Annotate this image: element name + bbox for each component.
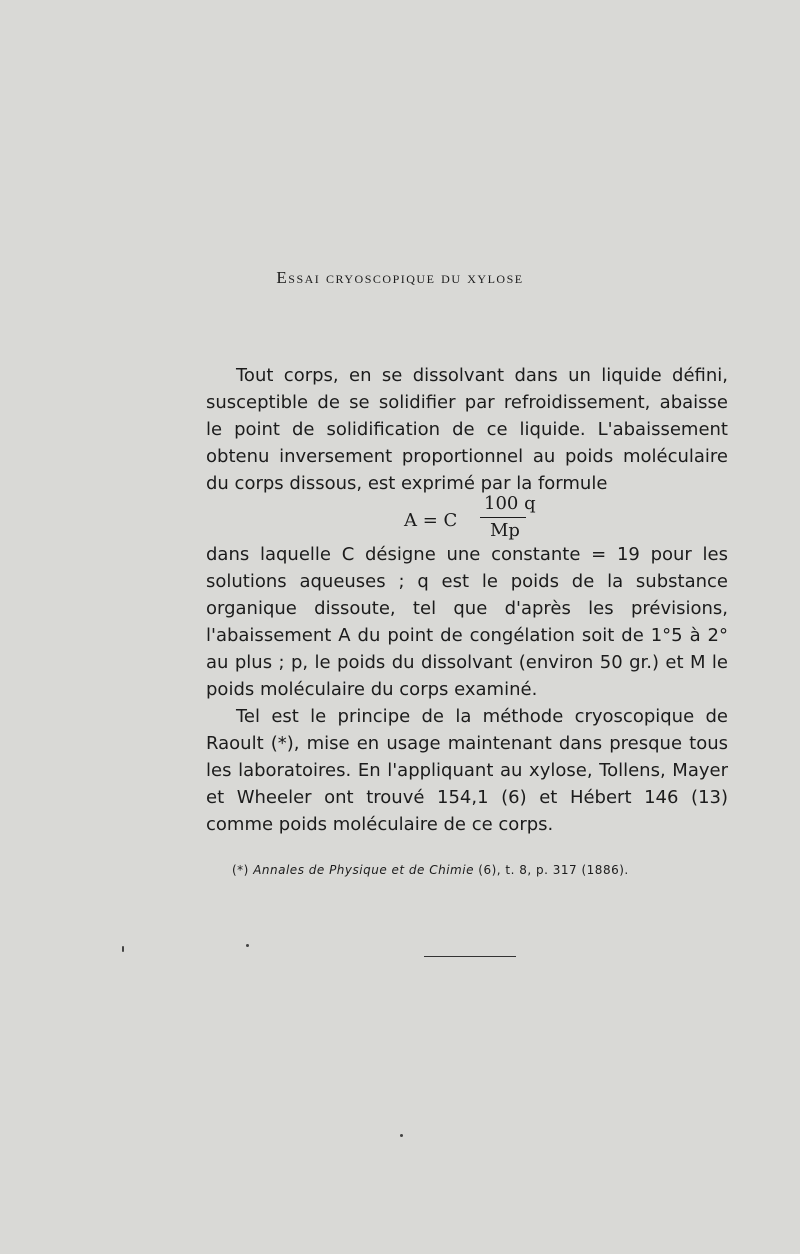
footnote-reference: (6), t. 8, p. 317 (1886). bbox=[478, 863, 629, 877]
paragraph-2-text: dans laquelle C désigne une constante = 19 pour les solutions aqueuses ; q est le poids de la substance organique dissoute, tel que d'après les prévisions, l'abaissement A du point de congélation soit de 1°5 à 2° au plus ; p, le poids du dissolvant (environ 50 gr.) et M le poids moléculaire du corps examiné. bbox=[206, 544, 728, 700]
paragraph-definitions bbox=[206, 541, 728, 838]
footnote-journal: Annales de Physique et de Chimie bbox=[253, 863, 474, 877]
footnote-marker: (*) bbox=[232, 863, 249, 877]
formula-numerator: 100 q bbox=[484, 493, 536, 514]
footnote bbox=[232, 863, 712, 877]
formula-lhs: A = C bbox=[404, 510, 458, 531]
section-title: Essai cryoscopique du xylose bbox=[276, 268, 524, 287]
formula-denominator: Mp bbox=[490, 520, 520, 541]
ink-speck bbox=[122, 946, 124, 952]
paragraph-1-text: Tout corps, en se dissolvant dans un liquide défini, susceptible de se solidifier par refroidissement, abaisse le point de solidification de ce liquide. L'abaissement obtenu inversement proportionnel au poids moléculaire du corps dissous, est exprimé par la formule bbox=[206, 365, 728, 494]
paragraph-3-text: Tel est le principe de la méthode cryoscopique de Raoult (*), mise en usage maintenant dans presque tous les laboratoires. En l'appliquant au xylose, Tollens, Mayer et Wheeler ont trouvé 154,1 (6) et Hébert 146 (13) comme poids moléculaire de ce corps. bbox=[206, 706, 728, 835]
fraction-bar bbox=[480, 517, 526, 518]
ink-speck bbox=[246, 944, 249, 947]
end-rule-divider bbox=[424, 956, 516, 957]
ink-speck bbox=[400, 1134, 403, 1137]
paragraph-intro bbox=[206, 362, 728, 497]
